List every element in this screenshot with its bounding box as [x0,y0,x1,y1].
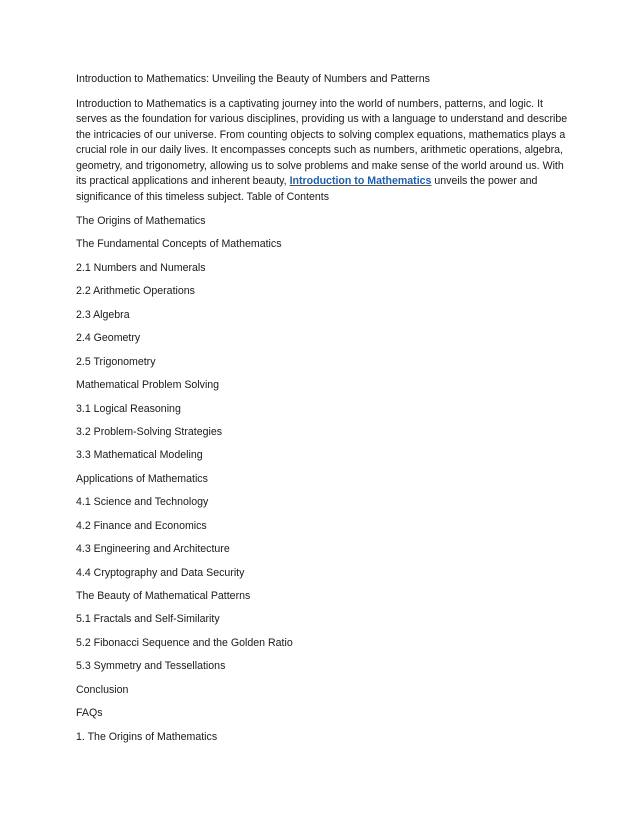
document-title: Introduction to Mathematics: Unveiling the Beauty of Numbers and Patterns [76,73,430,85]
toc-item-geometry: 2.4 Geometry [76,332,141,345]
table-of-contents [76,214,568,753]
toc-item-problem-solving-strategies: 3.2 Problem-Solving Strategies [76,425,223,438]
toc-item-fibonacci: 5.2 Fibonacci Sequence and the Golden Ratio [76,636,293,649]
intro-text-before-link: Introduction to Mathematics is a captivating journey into the world of numbers, patterns, and logic. It serves as the foundation for various disciplines, providing us with a language to understand and describe the intricacies of our universe. From counting objects to solving complex equations, mathematics plays a crucial role in our daily lives. It encompasses concepts such as numbers, arithmetic operations, algebra, geometry, and trigonometry, allowing us to solve problems and make sense of the world around us. With its practical applications and inherent beauty, [76,97,568,187]
toc-item-beauty-of-patterns: The Beauty of Mathematical Patterns [76,590,251,602]
toc-item-logical-reasoning: 3.1 Logical Reasoning [76,402,181,415]
toc-item-arithmetic-operations: 2.2 Arithmetic Operations [76,285,195,298]
document-page [76,72,568,753]
toc-item-fractals: 5.1 Fractals and Self-Similarity [76,613,220,626]
toc-item-cryptography: 4.4 Cryptography and Data Security [76,566,245,579]
toc-item-finance-economics: 4.2 Finance and Economics [76,519,207,532]
intro-link[interactable]: Introduction to Mathematics [289,175,432,187]
toc-item-problem-solving: Mathematical Problem Solving [76,379,220,392]
intro-text-after-link: unveils the power and significance of this timeless subject. Table of Contents [76,175,538,203]
toc-item-conclusion: Conclusion [76,683,129,696]
toc-item-trigonometry: 2.5 Trigonometry [76,355,156,368]
toc-item-symmetry: 5.3 Symmetry and Tessellations [76,660,226,673]
toc-item-mathematical-modeling: 3.3 Mathematical Modeling [76,449,203,462]
toc-item-algebra: 2.3 Algebra [76,308,130,321]
section-heading-origins: 1. The Origins of Mathematics [76,730,218,743]
toc-item-numbers-numerals: 2.1 Numbers and Numerals [76,261,206,274]
intro-paragraph [76,97,568,206]
toc-item-faqs: FAQs [76,707,103,720]
toc-item-applications: Applications of Mathematics [76,472,208,485]
toc-item-origins: The Origins of Mathematics [76,215,206,227]
toc-item-fundamental-concepts: The Fundamental Concepts of Mathematics [76,238,282,251]
toc-item-science-technology: 4.1 Science and Technology [76,496,209,509]
toc-item-engineering-architecture: 4.3 Engineering and Architecture [76,543,230,556]
